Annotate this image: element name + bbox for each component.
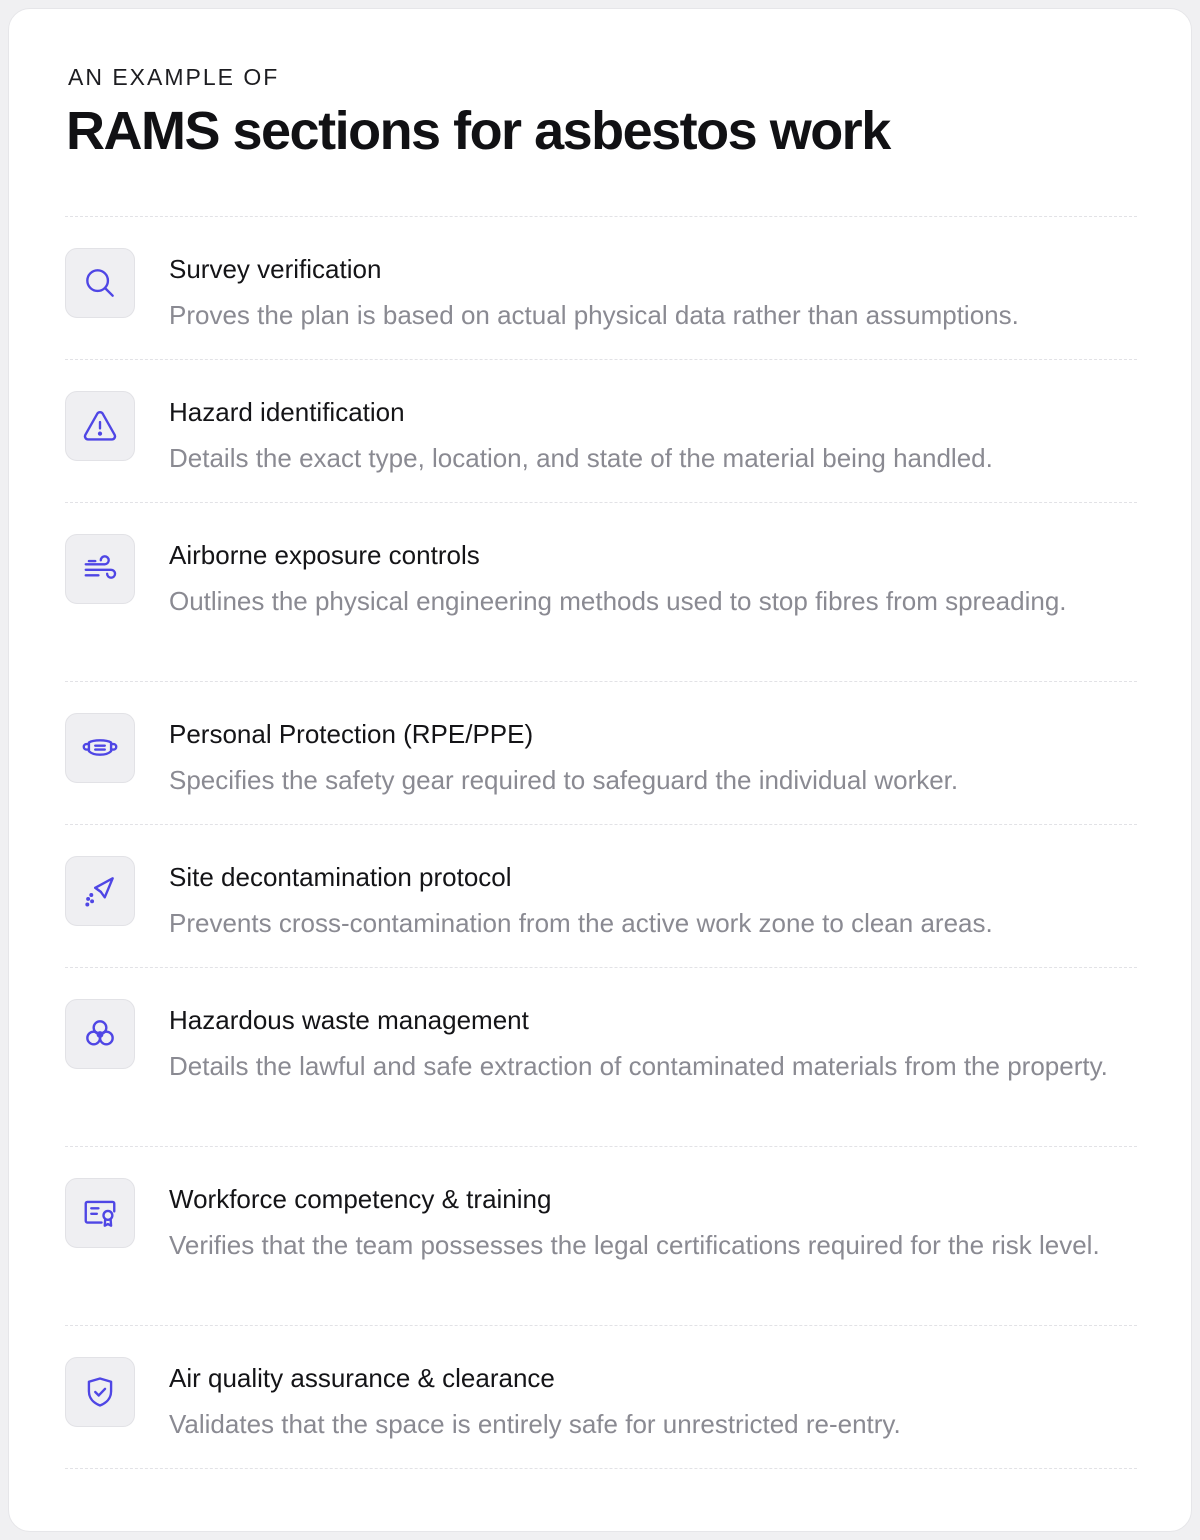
section-description: Verifies that the team possesses the legal certifications required for the risk level. xyxy=(169,1230,1100,1260)
section-description: Validates that the space is entirely safe for unrestricted re-entry. xyxy=(169,1409,901,1439)
page-title: RAMS sections for asbestos work xyxy=(66,101,890,161)
section-item xyxy=(65,1325,1137,1469)
section-description: Details the lawful and safe extraction of contaminated materials from the property. xyxy=(169,1051,1108,1081)
section-item xyxy=(65,681,1137,824)
section-item xyxy=(65,824,1137,967)
section-item xyxy=(65,1146,1137,1325)
section-title: Airborne exposure controls xyxy=(169,540,480,570)
section-list xyxy=(65,216,1137,1469)
card xyxy=(8,8,1192,1532)
shield-check-icon xyxy=(65,1357,135,1427)
section-item xyxy=(65,216,1137,359)
section-description: Details the exact type, location, and state of the material being handled. xyxy=(169,443,993,473)
search-icon xyxy=(65,248,135,318)
face-mask-icon xyxy=(65,713,135,783)
section-description: Specifies the safety gear required to safeguard the individual worker. xyxy=(169,765,959,795)
section-item xyxy=(65,502,1137,681)
section-description: Proves the plan is based on actual physical data rather than assumptions. xyxy=(169,300,1019,330)
eyebrow: AN EXAMPLE OF xyxy=(68,64,280,90)
warning-triangle-icon xyxy=(65,391,135,461)
section-title: Site decontamination protocol xyxy=(169,862,512,892)
section-title: Air quality assurance & clearance xyxy=(169,1363,555,1393)
section-item xyxy=(65,359,1137,502)
section-title: Survey verification xyxy=(169,254,382,284)
section-title: Hazard identification xyxy=(169,397,405,427)
section-title: Personal Protection (RPE/PPE) xyxy=(169,719,534,749)
section-title: Hazardous waste management xyxy=(169,1005,529,1035)
section-title: Workforce competency & training xyxy=(169,1184,552,1214)
biohazard-icon xyxy=(65,999,135,1069)
section-item xyxy=(65,967,1137,1146)
wind-icon xyxy=(65,534,135,604)
certificate-icon xyxy=(65,1178,135,1248)
section-description: Prevents cross-contamination from the active work zone to clean areas. xyxy=(169,908,993,938)
spray-icon xyxy=(65,856,135,926)
section-description: Outlines the physical engineering methods used to stop fibres from spreading. xyxy=(169,586,1067,616)
